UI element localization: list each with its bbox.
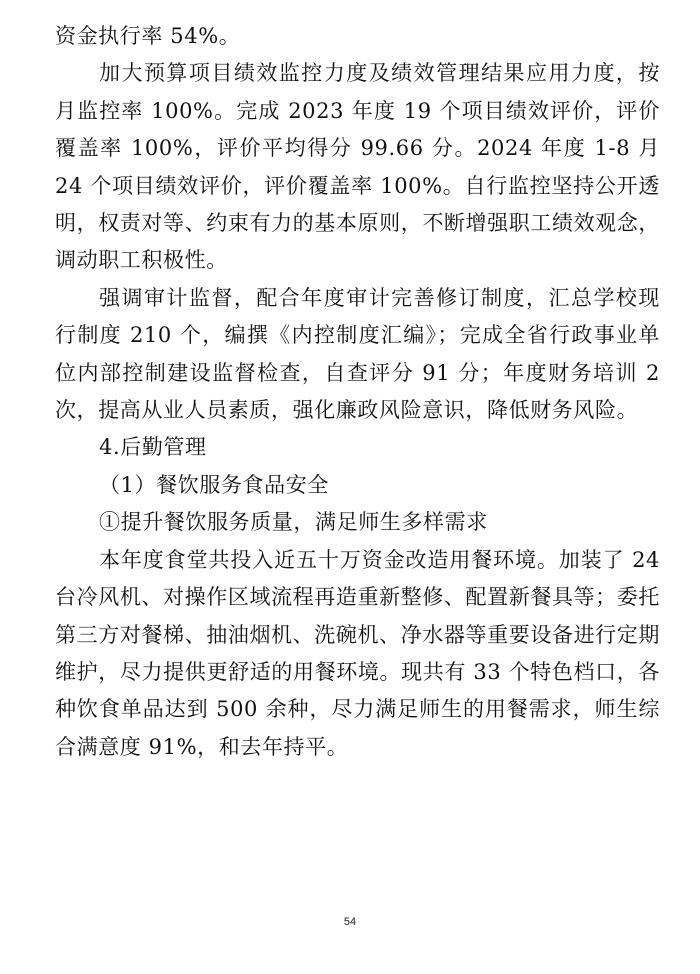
paragraph-continuation: 资金执行率 54%。 [55, 24, 241, 48]
document-body [55, 18, 660, 766]
section-heading-logistics: 4.后勤管理 [99, 435, 207, 460]
paragraph-performance-monitoring: 加大预算项目绩效监控力度及绩效管理结果应用力度，按月监控率 100%。完成 2023 年度 19 个项目绩效评价，评价覆盖率 100%，评价平均得分 99.66 分。2024 年度 1-8 月 24 个项目绩效评价，评价覆盖率 100%。自行监控坚持公开透明，权责对等、约束有力的基本原则，不断增强职工绩效观念，调动职工积极性。 [55, 61, 660, 273]
item-heading-service-quality: ①提升餐饮服务质量，满足师生多样需求 [99, 510, 488, 535]
subsection-heading-catering: （1）餐饮服务食品安全 [99, 472, 329, 497]
paragraph-canteen: 本年度食堂共投入近五十万资金改造用餐环境。加装了 24 台冷风机、对操作区域流程再造重新整修、配置新餐具等；委托第三方对餐梯、抽油烟机、洗碗机、净水器等重要设备进行定期维护，尽力提供更舒适的用餐环境。现共有 33 个特色档口，各种饮食单品达到 500 余种，尽力满足师生的用餐需求，师生综合满意度 91%，和去年持平。 [55, 547, 660, 759]
paragraph-audit-supervision: 强调审计监督，配合年度审计完善修订制度，汇总学校现行制度 210 个，编撰《内控制度汇编》；完成全省行政事业单位内部控制建设监督检查，自查评分 91 分；年度财务培训 2 次，提高从业人员素质，强化廉政风险意识，降低财务风险。 [55, 285, 660, 423]
page-number: 54 [343, 916, 357, 928]
